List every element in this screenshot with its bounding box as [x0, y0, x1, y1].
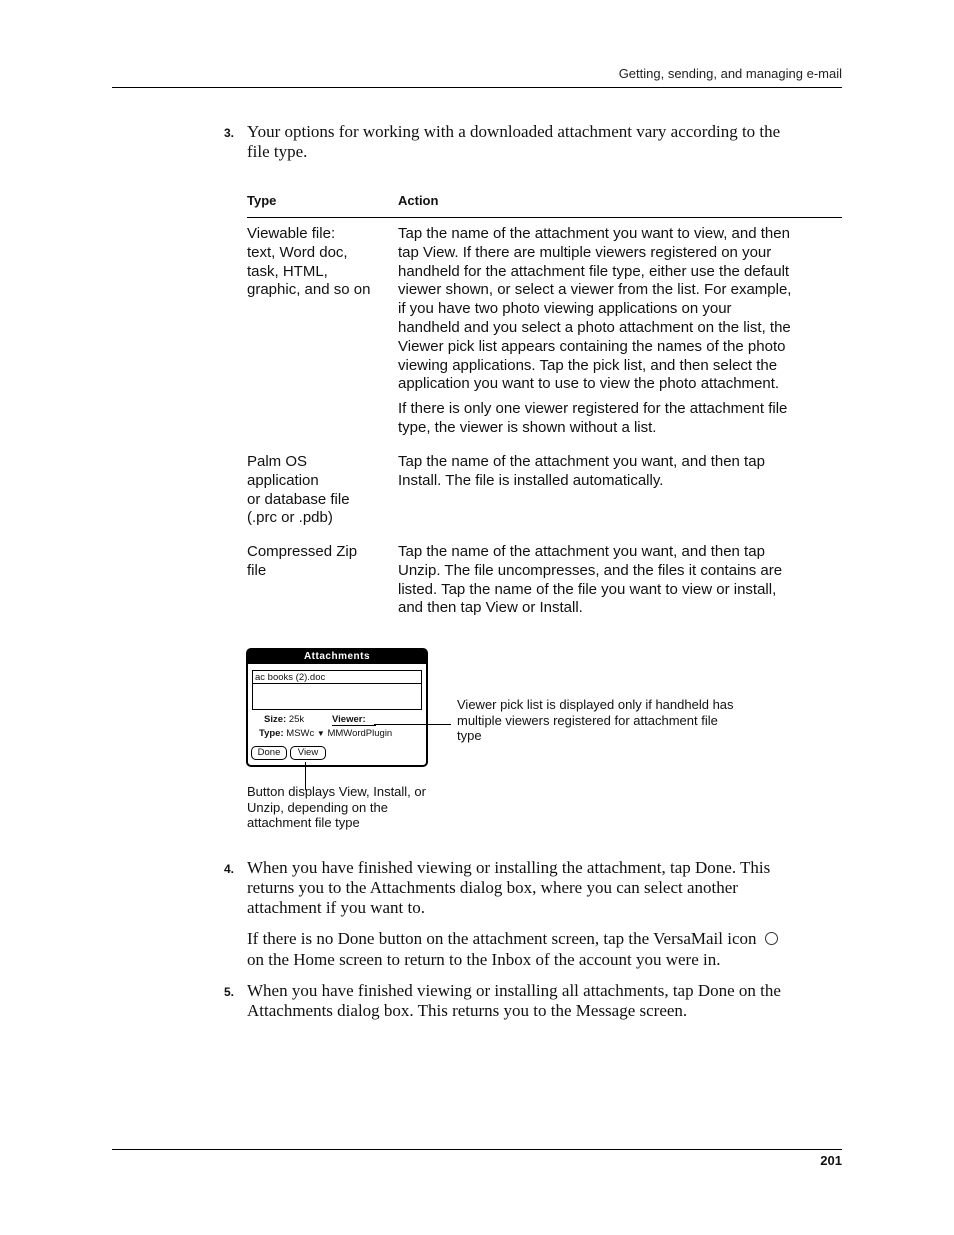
table-row-action [398, 543, 782, 618]
action-line: Tap the name of the attachment you want, and then tap [398, 543, 765, 560]
column-header-action: Action [398, 193, 439, 208]
action-line: If there is only one viewer registered for the attachment file [398, 400, 788, 417]
footer-rule [112, 1149, 842, 1150]
step-3-line: file type. [247, 142, 308, 161]
viewer-callout-line [374, 724, 451, 725]
action-line: handheld and you select a photo attachment on the list, the [398, 318, 791, 336]
table-header-rule [247, 217, 842, 218]
type-line: or database file [247, 490, 350, 508]
button-callout [247, 784, 426, 831]
action-line: Unzip. The file uncompresses, and the files it contains are [398, 561, 783, 579]
step-4-note-text: If there is no Done button on the attachment screen, tap the VersaMail icon [247, 929, 757, 948]
table-row-action [398, 453, 765, 491]
size-row [264, 714, 304, 726]
size-label: Size: [264, 714, 287, 725]
done-button[interactable]: Done [251, 746, 287, 760]
action-line: handheld for the attachment file type, either use the default [398, 262, 790, 280]
step-4-line: returns you to the Attachments dialog box, where you can select another [247, 878, 738, 897]
action-line: tap View. If there are multiple viewers registered on your [398, 243, 772, 261]
callout-line: Viewer pick list is displayed only if handheld has [457, 697, 734, 712]
step-3-number: 3. [224, 126, 235, 140]
action-line: type, the viewer is shown without a list. [398, 418, 657, 436]
step-4-note [247, 929, 778, 970]
callout-line: type [457, 728, 482, 743]
type-line: application [247, 471, 319, 489]
chevron-down-icon[interactable]: ▼ [316, 729, 325, 738]
viewer-pick-list[interactable]: MMWordPlugin [327, 728, 393, 739]
header-rule [112, 87, 842, 88]
action-line: Install. The file is installed automatically. [398, 471, 664, 489]
action-line: Tap the name of the attachment you want to view, and then [398, 225, 790, 242]
action-line: viewing applications. Tap the pick list, and then select the [398, 356, 778, 374]
table-row-action [398, 225, 791, 394]
step-5-number: 5. [224, 985, 235, 999]
action-line: Viewer pick list appears containing the names of the photo [398, 337, 786, 355]
viewer-label: Viewer: [332, 714, 366, 725]
type-line: (.prc or .pdb) [247, 509, 333, 527]
viewer-underline [332, 725, 376, 726]
action-line: Tap the name of the attachment you want, and then tap [398, 453, 765, 470]
type-line: file [247, 561, 267, 579]
callout-line: Unzip, depending on the [247, 799, 388, 815]
column-header-type: Type [247, 193, 277, 208]
step-4-line: attachment if you want to. [247, 898, 425, 917]
step-4-text [247, 858, 770, 918]
step-5-line: When you have finished viewing or installing all attachments, tap Done on the [247, 981, 781, 1000]
action-line: listed. Tap the name of the file you want to view or install, [398, 580, 777, 598]
step-5-line: Attachments dialog box. This returns you to the Message screen. [247, 1001, 688, 1020]
action-line: if you have two photo viewing applications on your [398, 300, 732, 318]
versamail-icon [765, 932, 778, 945]
viewer-callout [457, 697, 734, 744]
action-line: and then tap View or Install. [398, 599, 583, 617]
step-4-line: When you have finished viewing or installing the attachment, tap Done. This [247, 858, 771, 877]
step-4-note-line [247, 929, 778, 949]
running-header: Getting, sending, and managing e-mail [618, 66, 842, 81]
step-3-line: Your options for working with a downloaded attachment vary according to the [247, 122, 781, 141]
callout-line: Button displays View, Install, or [247, 784, 426, 799]
type-value: MSWc [286, 728, 315, 739]
type-line: Viewable file: [247, 225, 336, 242]
table-row-type [247, 225, 370, 300]
attachments-dialog [246, 648, 428, 767]
page-number: 201 [820, 1153, 842, 1168]
type-line: Compressed Zip [247, 543, 358, 560]
size-value: 25k [288, 714, 305, 725]
step-5-text [247, 981, 781, 1021]
callout-line: attachment file type [247, 815, 360, 830]
attachment-list[interactable] [252, 670, 422, 710]
type-row [259, 728, 392, 740]
type-line: task, HTML, [247, 262, 328, 280]
type-line: Palm OS [247, 453, 308, 470]
type-label: Type: [259, 728, 284, 739]
action-line: viewer shown, or select a viewer from the list. For example, [398, 281, 792, 299]
callout-line: multiple viewers registered for attachment file [457, 712, 718, 728]
table-row-action-note [398, 400, 787, 438]
table-row-type [247, 543, 357, 581]
action-line: application you want to use to view the photo attachment. [398, 375, 780, 393]
type-line: text, Word doc, [247, 243, 348, 261]
step-3-text [247, 122, 780, 162]
attachment-list-item[interactable]: ac books (2).doc [253, 671, 421, 684]
view-button[interactable]: View [290, 746, 326, 760]
table-row-type [247, 453, 350, 528]
dialog-title: Attachments [248, 650, 426, 664]
step-4-number: 4. [224, 862, 235, 876]
type-line: graphic, and so on [247, 281, 371, 299]
step-4-note-line: on the Home screen to return to the Inbox of the account you were in. [247, 950, 721, 969]
